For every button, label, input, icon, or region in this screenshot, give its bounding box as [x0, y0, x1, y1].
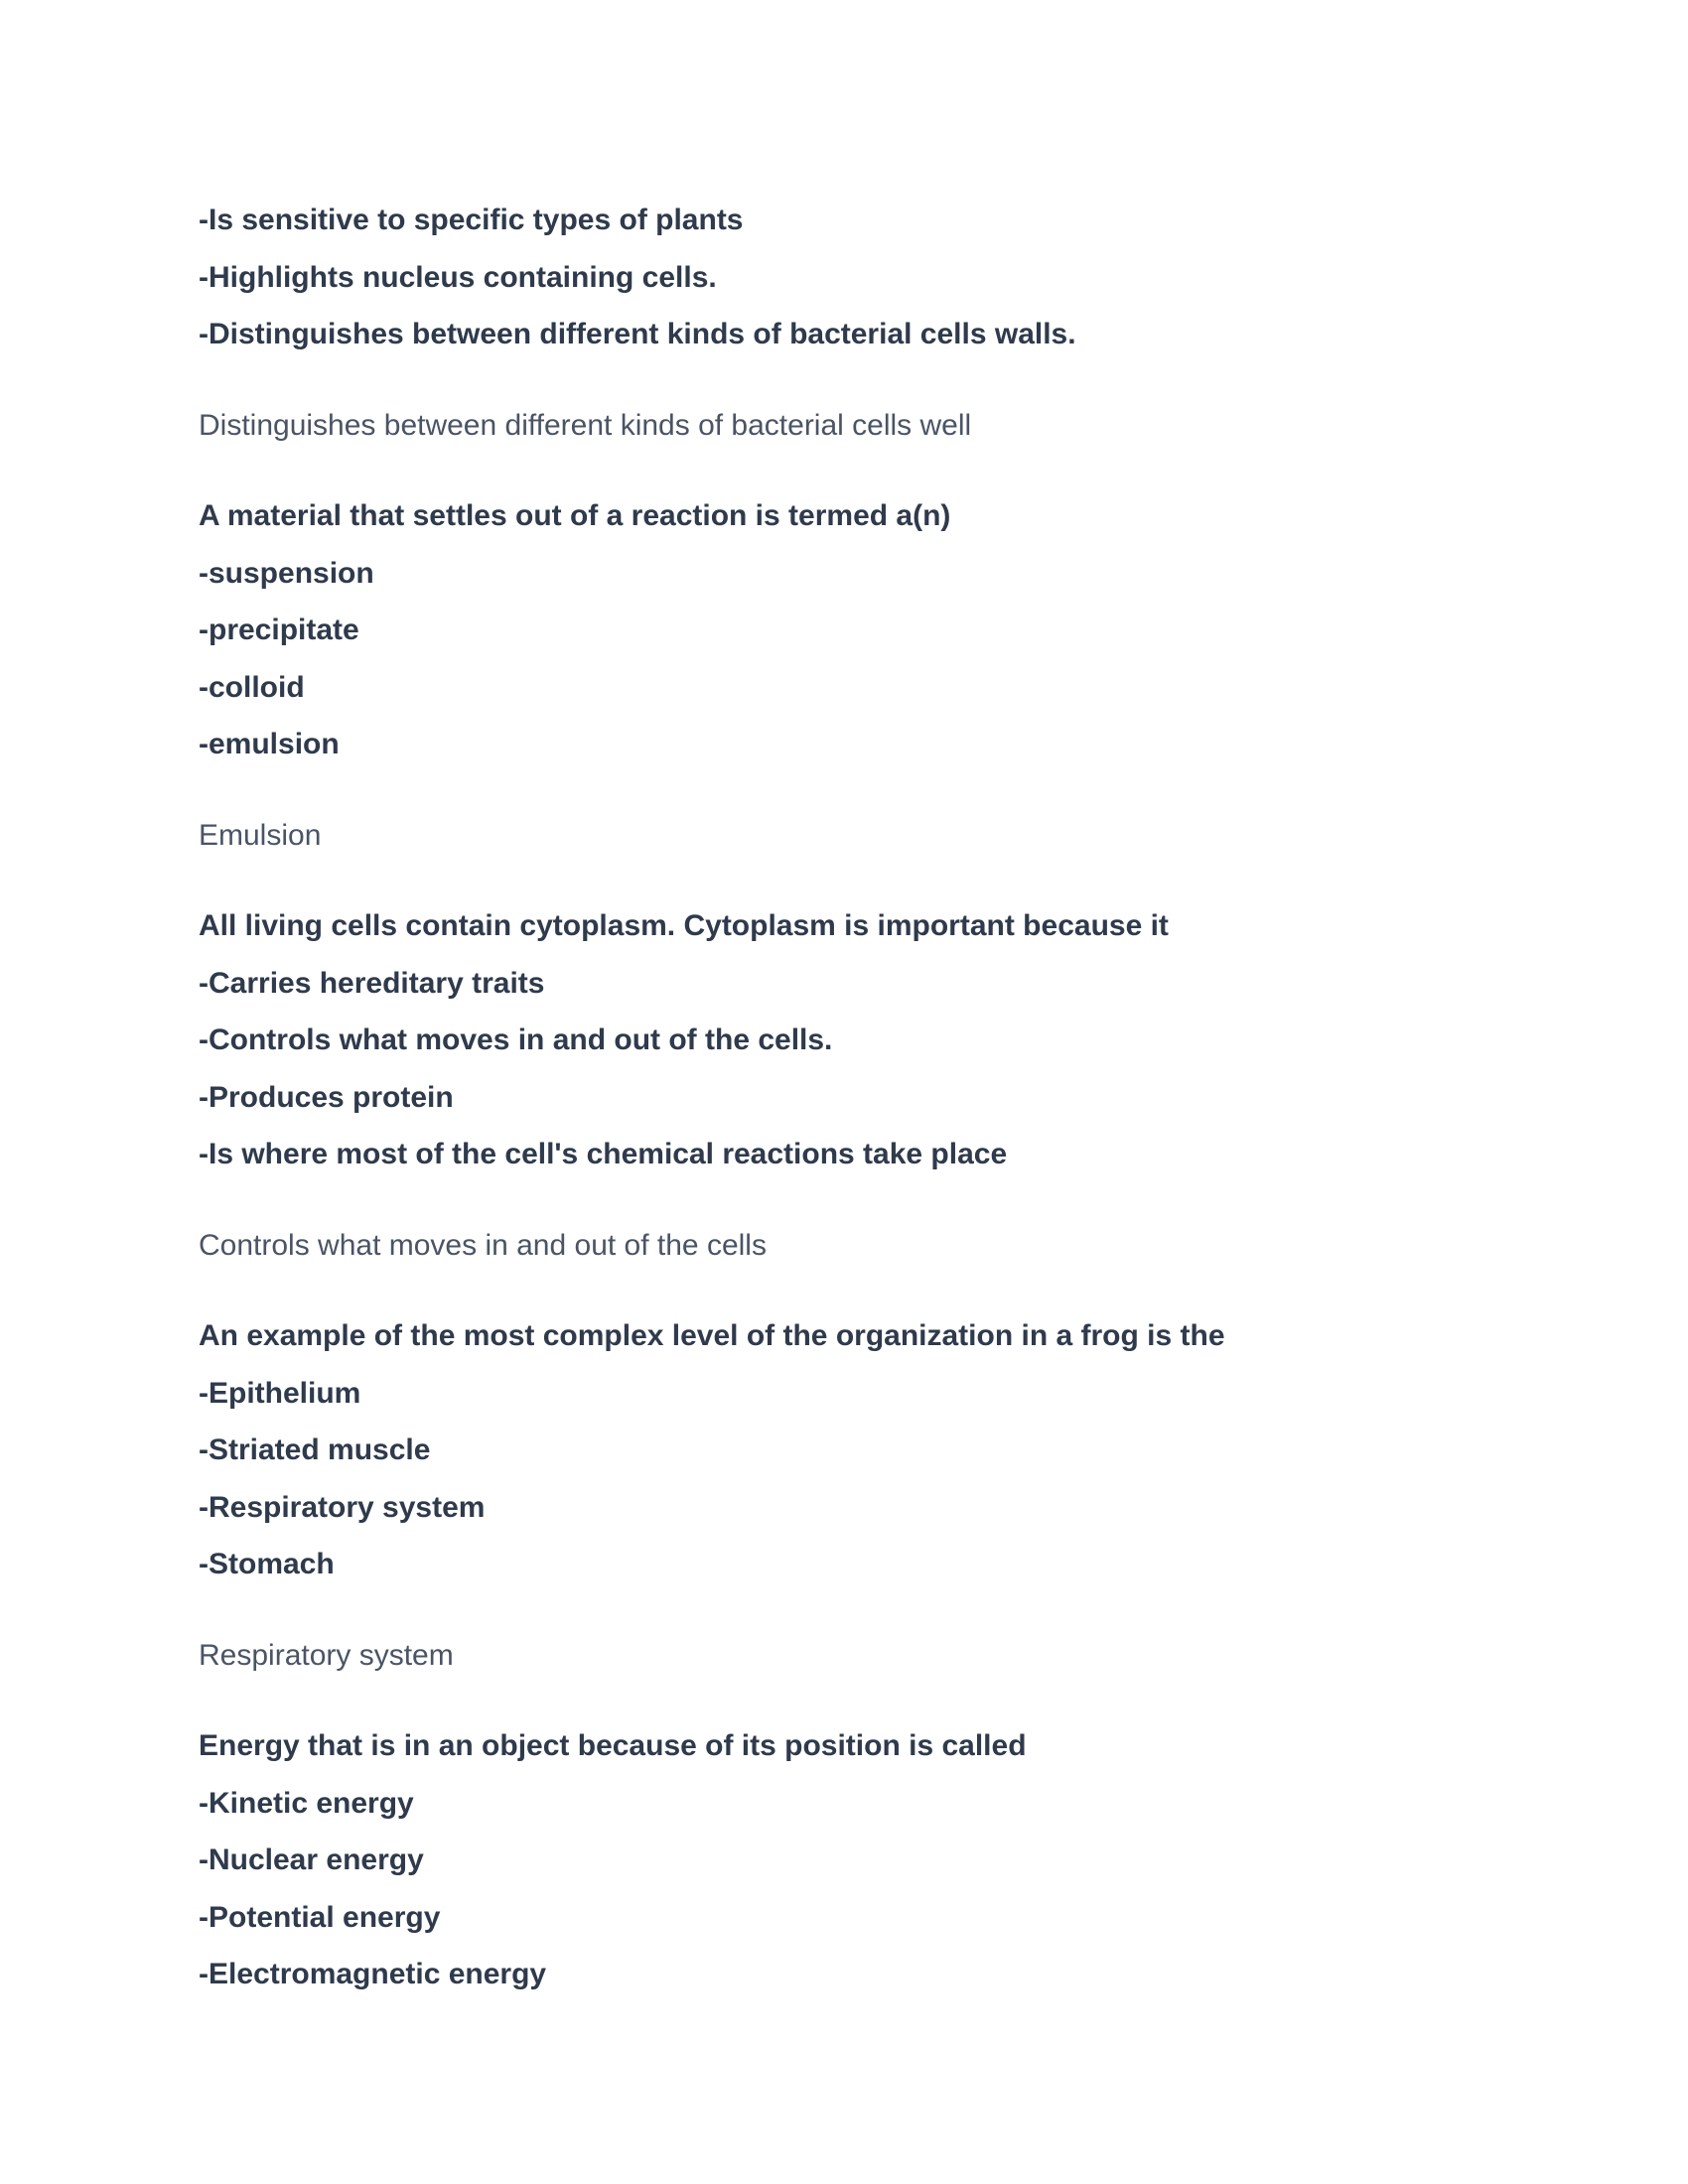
- option-line: -colloid: [199, 670, 305, 704]
- question-block: [199, 192, 1589, 363]
- option-line: -emulsion: [199, 728, 340, 760]
- option-line: -Highlights nucleus containing cells.: [199, 260, 717, 294]
- question-block: [199, 1307, 1589, 1593]
- option-line: -Respiratory system: [199, 1490, 486, 1524]
- option-line: -Produces protein: [199, 1080, 454, 1114]
- answer-line: Respiratory system: [199, 1638, 454, 1672]
- answer-block: [199, 807, 1589, 865]
- option-line: -Kinetic energy: [199, 1786, 414, 1820]
- option-line: -Carries hereditary traits: [199, 966, 545, 1000]
- option-line: -Epithelium: [199, 1376, 361, 1410]
- answer-line: Controls what moves in and out of the cells: [199, 1228, 767, 1262]
- question-block: [199, 1717, 1589, 2003]
- option-line: -Distinguishes between different kinds of bacterial cells walls.: [199, 318, 1076, 350]
- question-block: [199, 897, 1589, 1183]
- question-line: All living cells contain cytoplasm. Cytoplasm is important because it: [199, 909, 1169, 942]
- option-line: -suspension: [199, 556, 374, 590]
- option-line: -Is sensitive to specific types of plants: [199, 204, 744, 236]
- option-line: -Nuclear energy: [199, 1843, 424, 1876]
- option-line: -Is where most of the cell's chemical reactions take place: [199, 1138, 1008, 1170]
- question-line: Energy that is in an object because of its position is called: [199, 1729, 1027, 1762]
- answer-block: [199, 1217, 1589, 1275]
- answer-block: [199, 1627, 1589, 1685]
- option-line: -Stomach: [199, 1548, 335, 1580]
- question-line: A material that settles out of a reaction is termed a(n): [199, 499, 951, 532]
- option-line: -precipitate: [199, 614, 359, 646]
- question-line: An example of the most complex level of the organization in a frog is the: [199, 1319, 1225, 1352]
- answer-line: Distinguishes between different kinds of bacterial cells well: [199, 408, 972, 442]
- option-line: -Electromagnetic energy: [199, 1958, 547, 1990]
- option-line: -Controls what moves in and out of the cells.: [199, 1024, 833, 1056]
- question-block: [199, 487, 1589, 773]
- option-line: -Striated muscle: [199, 1433, 431, 1466]
- answer-block: [199, 397, 1589, 455]
- answer-line: Emulsion: [199, 818, 322, 852]
- option-line: -Potential energy: [199, 1900, 441, 1934]
